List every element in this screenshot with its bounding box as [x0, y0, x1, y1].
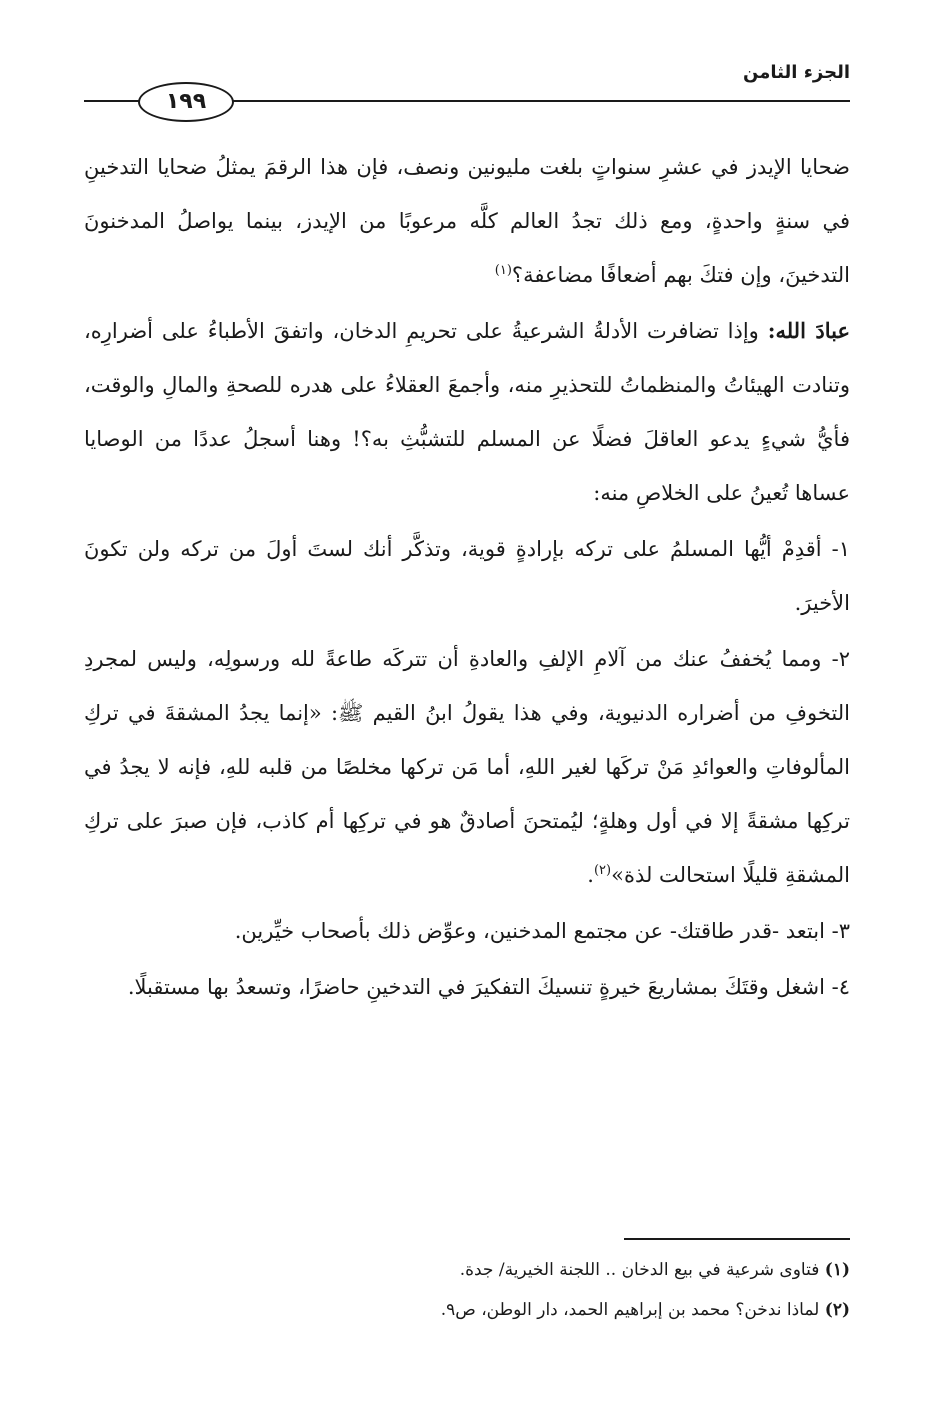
paragraph-2-text: وإذا تضافرت الأدلةُ الشرعيةُ على تحريمِ الدخان، واتفقَ الأطباءُ على أضرارِه، وتنادت الهيئاتُ والمنظماتُ للتحذيرِ منه، وأجمعَ العقلاءُ على هدره للصحةِ والمالِ والوقت، فأيُّ شيءٍ يدعو العاقلَ فضلًا عن المسلم للتشبُّثِ به؟! وهنا أسجلُ عددًا من الوصايا عساها تُعينُ على الخلاصِ منه: [84, 319, 850, 505]
footnote-rule [624, 1238, 850, 1240]
footnote-1-number: (١) [824, 1260, 850, 1280]
main-text [84, 140, 850, 1014]
advice-item-2-end: . [587, 863, 594, 887]
footnote-2-text: لماذا ندخن؟ محمد بن إبراهيم الحمد، دار الوطن، ص٩. [440, 1300, 825, 1320]
paragraph-1-text: ضحايا الإيدز في عشرِ سنواتٍ بلغت مليونين ونصف، فإن هذا الرقمَ يمثلُ ضحايا التدخينِ في سنةٍ واحدةٍ، ومع ذلك تجدُ العالم كلَّه مرعوبًا من الإيدز، بينما يواصلُ المدخنونَ التدخينَ، وإن فتكَ بهم أضعافًا مضاعفة؟ [84, 155, 850, 287]
footnote-ref-2: (٢) [593, 863, 612, 878]
page-number-frame [138, 82, 234, 122]
footnote-1-text: فتاوى شرعية في بيع الدخان .. اللجنة الخيرية/ جدة. [459, 1260, 825, 1280]
footnote-1 [84, 1250, 850, 1290]
advice-item-1: ١- أقدِمْ أيُّها المسلمُ على تركه بإرادةٍ قوية، وتذكَّر أنك لستَ أولَ من تركه ولن تكونَ الأخيرَ. [84, 537, 850, 615]
paragraph-2-lead: عبادَ الله: [767, 318, 851, 343]
advice-item-3: ٣- ابتعد -قدر طاقتك- عن مجتمع المدخنين، وعوِّض ذلك بأصحاب خيِّرين. [234, 919, 850, 943]
advice-item-2-text: ٢- ومما يُخففُ عنك من آلامِ الإلفِ والعادةِ أن تتركَه طاعةً لله ورسولِه، وليس لمجردِ التخوفِ من أضراره الدنيوية، وفي هذا يقولُ ابنُ القيم ﷺ: «إنما يجدُ المشقةَ في تركِ المألوفاتِ والعوائدِ مَنْ تركَها لغير اللهِ، أما مَن تركها مخلصًا من قلبه للهِ، فإنه لا يجدُ في تركِها مشقةً إلا في أول وهلةٍ؛ ليُمتحنَ أصادقٌ هو في تركِها أم كاذب، فإن صبرَ على تركِ المشقةِ قليلًا استحالت لذة» [84, 647, 850, 887]
advice-item-2 [84, 632, 850, 902]
footnote-2 [84, 1290, 850, 1330]
paragraph-1 [84, 140, 850, 302]
running-head: الجزء الثامن [743, 62, 850, 83]
advice-item-4: ٤- اشغل وقتَكَ بمشاريعَ خيرةٍ تنسيكَ التفكيرَ في التدخينِ حاضرًا، وتسعدُ بها مستقبلًا. [127, 975, 850, 999]
footnote-ref-1: (١) [494, 263, 512, 278]
paragraph-2 [84, 304, 850, 520]
footnote-2-number: (٢) [824, 1300, 850, 1320]
page-number: ١٩٩ [165, 89, 207, 114]
footnotes [84, 1250, 850, 1330]
